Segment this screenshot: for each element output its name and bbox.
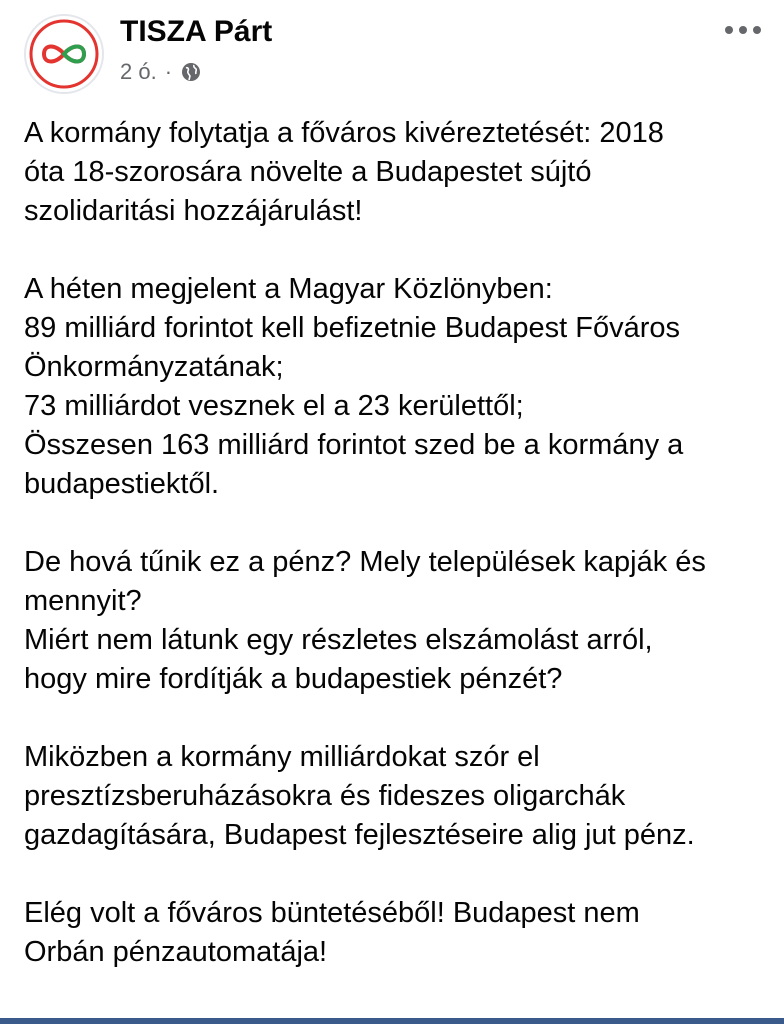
author-name[interactable]: TISZA Párt xyxy=(120,15,273,48)
more-options-button[interactable] xyxy=(718,10,768,50)
post-paragraph: A héten megjelent a Magyar Közlönyben: 89 milliárd forintot kell befizetnie Budapest Főváros Önkormányzatának; 73 milliárdot vesznek el a 23 kerülettől; Összesen 163 milliárd forintot szed be a kormány a budapestiektől. xyxy=(24,273,684,500)
tisza-logo-icon xyxy=(26,16,102,92)
globe-icon[interactable] xyxy=(180,61,202,83)
post-meta xyxy=(120,58,202,86)
post-paragraph: A kormány folytatja a főváros kivéreztetését: 2018 óta 18-szorosára növelte a Budapestet sújtó szolidaritási hozzájárulást! xyxy=(24,117,664,227)
post-timestamp[interactable]: 2 ó. xyxy=(120,59,157,84)
post-header xyxy=(0,0,784,100)
bottom-divider xyxy=(0,1018,784,1024)
post-paragraph: De hová tűnik ez a pénz? Mely települések kapják és mennyit? Miért nem látunk egy részletes elszámolást arról, hogy mire fordítják a budapestiek pénzét? xyxy=(24,546,706,695)
post-paragraph: Elég volt a főváros büntetéséből! Budapest nem Orbán pénzautomatája! xyxy=(24,897,640,968)
meta-separator: · xyxy=(164,59,173,84)
post-paragraph: Miközben a kormány milliárdokat szór el presztízsberuházásokra és fideszes oligarchák gazdagítására, Budapest fejlesztéseire alig jut pénz. xyxy=(24,741,695,851)
post-text xyxy=(24,114,776,972)
more-options-icon xyxy=(723,25,763,35)
avatar[interactable] xyxy=(24,14,104,94)
